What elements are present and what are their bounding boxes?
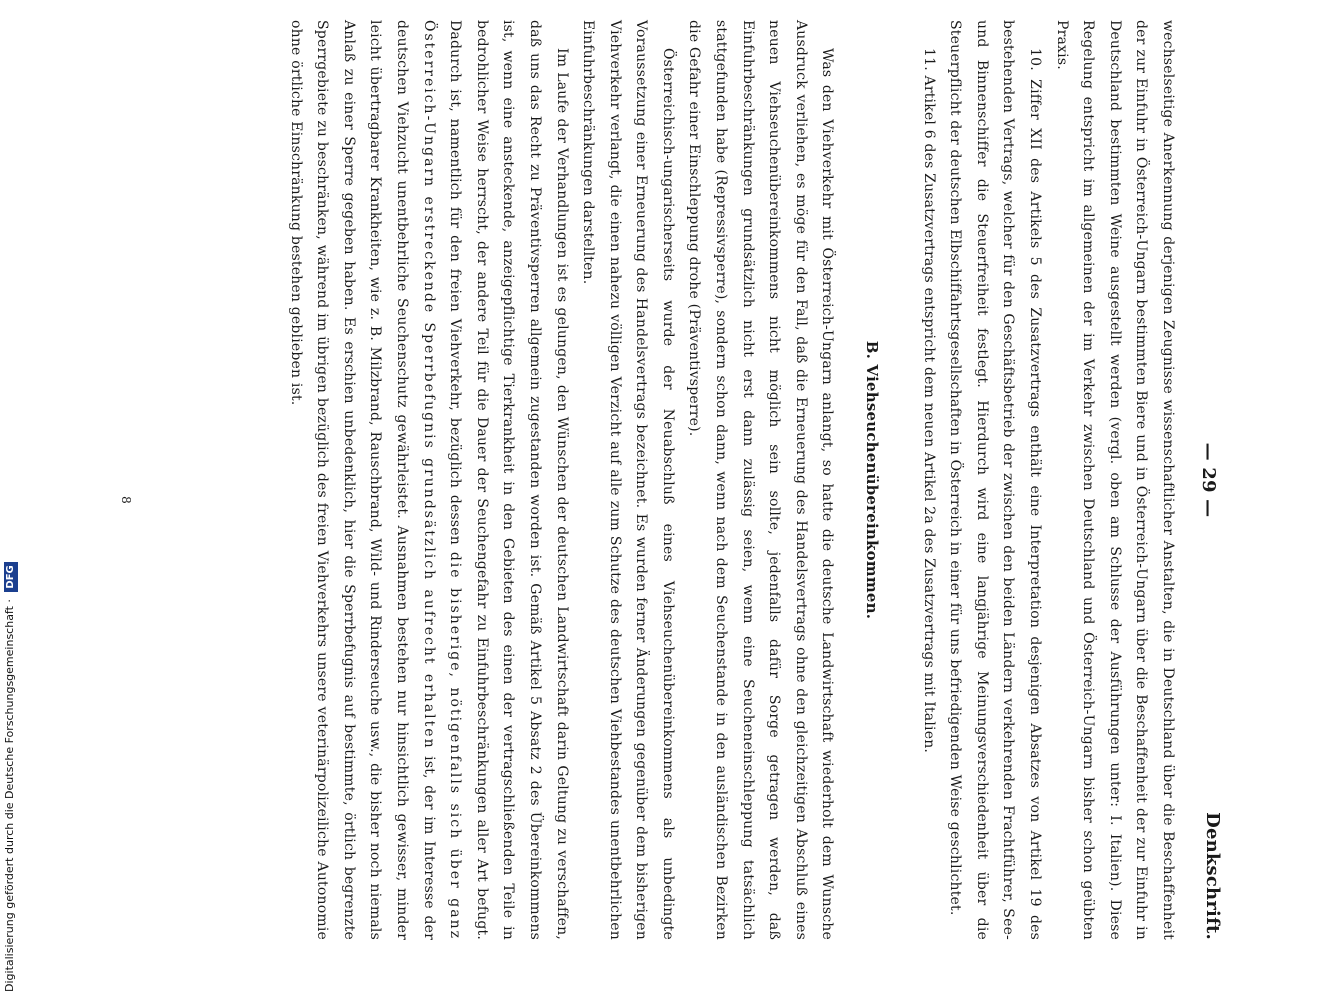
paragraph-text-a: Im Laufe der Verhandlungen ist es gelungen, den Wünschen der deutschen Landwirtschaft darin Geltung zu verschaffen, daß uns das Recht zu Präventivsperren allgemein zugestanden worden ist. Gemäß Artikel 5 Absatz 2 des Übereinkommens ist, wenn eine ansteckende, anzeigepflichtige Tierkrankheit in den Gebieten des einen der vertragschließenden Teile in bedrohlicher Weise herrscht, der andere Teil für die Dauer der Seuchengefahr zu Einfuhrbeschränkungen aller Art befugt. Dadurch ist, namentlich für den freien Viehverkehr, bezüglich dessen: [447, 20, 570, 940]
paragraph-verhandlungen: [282, 20, 575, 940]
paragraph-item-10: 10. Ziffer XII des Artikels 5 des Zusatzvertrags enthält eine Interpretation desjenigen Absatzes von Artikel 19 des bestehenden Vertrags, welcher für den Geschäftsbetrieb der zwischen den beiden Ländern verkehrenden Frachtführer, See- und Binnenschiffer die Steuerfreiheit festlegt. Hierdurch wird eine langjährige Meinungsverschiedenheit über die Steuerpflicht der deutschen Elbschiffahrtsgesellschaften in Österreich in einer für uns befriedigenden Weise geschlichtet.: [947, 20, 1044, 940]
paragraph-oesterreich: Österreichisch-ungarischerseits wurde der Neuabschluß eines Viehseuchenübereinkommens als unbedingte Voraussetzung einer Erneuerung des Handelsvertrags bezeichnet. Es wurden ferner Änderungen gegenüber dem bisherigen Viehverkehr verlangt, die einen nahezu völligen Verzicht auf alle zum Schutze des deutschen Viehbestandes unentbehrlichen Einfuhrbeschränkungen darstellten.: [580, 20, 676, 940]
paragraph-viehverkehr: Was den Viehverkehr mit Österreich-Ungarn anlangt, so hatte die deutsche Landwirtschaft wiederholt dem Wunsche Ausdruck verliehen, es möge für den Fall, daß die Erneuerung des Handelsvertrags ohne den gleichzeitigen Abschluß eines neuen Viehseuchenübereinkommens nicht möglich sein sollte, jedenfalls dafür Sorge getragen werden, daß Einfuhrbeschränkungen grundsätzlich nicht erst dann zulässig seien, wenn eine Seucheneinschleppung tatsächlich stattgefunden habe (Repressivsperre), sondern schon dann, wenn nach dem Seuchenstande in den ausländischen Bezirken die Gefahr einer Einschleppung drohe (Präventivsperre).: [686, 20, 836, 940]
paragraph-1: wechselseitige Anerkennung derjenigen Zeugnisse wissenschaftlicher Anstalten, die in Deutschland über die Beschaffenheit der zur Einfuhr in Österreich-Ungarn bestimmten Biere und in Österreich-Ungarn über die Beschaffenheit der zur Einfuhr in Deutschland bestimmten Weine ausgestellt werden (vergl. oben am Schlusse der Ausführungen unter: I. Italien). Diese Regelung entspricht im allgemeinen der im Verkehr zwischen Deutschland und Österreich-Ungarn bisher schon geübten Praxis.: [1053, 20, 1176, 940]
paragraph-text-spaced: die bisherige, nötigenfalls sich über ganz Österreich-Ungarn erstreckende Sperrbefugnis grundsätzlich aufrecht erhalten: [420, 20, 464, 941]
paragraph-item-11: 11. Artikel 6 des Zusatzvertrags entspricht dem neuen Artikel 2a des Zusatzvertrags mit Italien.: [920, 48, 937, 754]
signature-mark: 8: [118, 496, 133, 504]
page-header: [1181, 20, 1225, 940]
running-title: Denkschrift.: [1202, 812, 1223, 940]
digitization-credit: [0, 0, 20, 1000]
credit-text: Digitalisierung gefördert durch die Deutsche Forschungsgemeinschaft ·: [3, 599, 16, 992]
dfg-logo: DFG: [4, 562, 18, 591]
section-title: B. Viehseuchenübereinkommen.: [863, 340, 882, 620]
document-page: [120, 0, 1235, 1000]
page-number: — 29 —: [1198, 442, 1219, 518]
paragraph-text-b: ist, der im Interesse der deutschen Viehzucht unentbehrliche Seuchenschutz gewährleistet. Ausnahmen bestehen nur hinsichtlich gewisser, minder leicht übertragbarer Krankheiten, wie z. B. Milzbrand, Rauschbrand, Wild- und Rinderseuche usw., die bisher noch niemals Anlaß zu einer Sperre gegeben haben. Es erschien unbedenklich, hier die Sperrbefugnis auf bestimmte, örtlich begrenzte Sperrgebiete zu beschränken, während im übrigen bezüglich des freien Viehverkehrs unsere veterinärpolizeiliche Autonomie ohne örtliche Einschränkung bestehen geblieben ist.: [287, 20, 437, 941]
